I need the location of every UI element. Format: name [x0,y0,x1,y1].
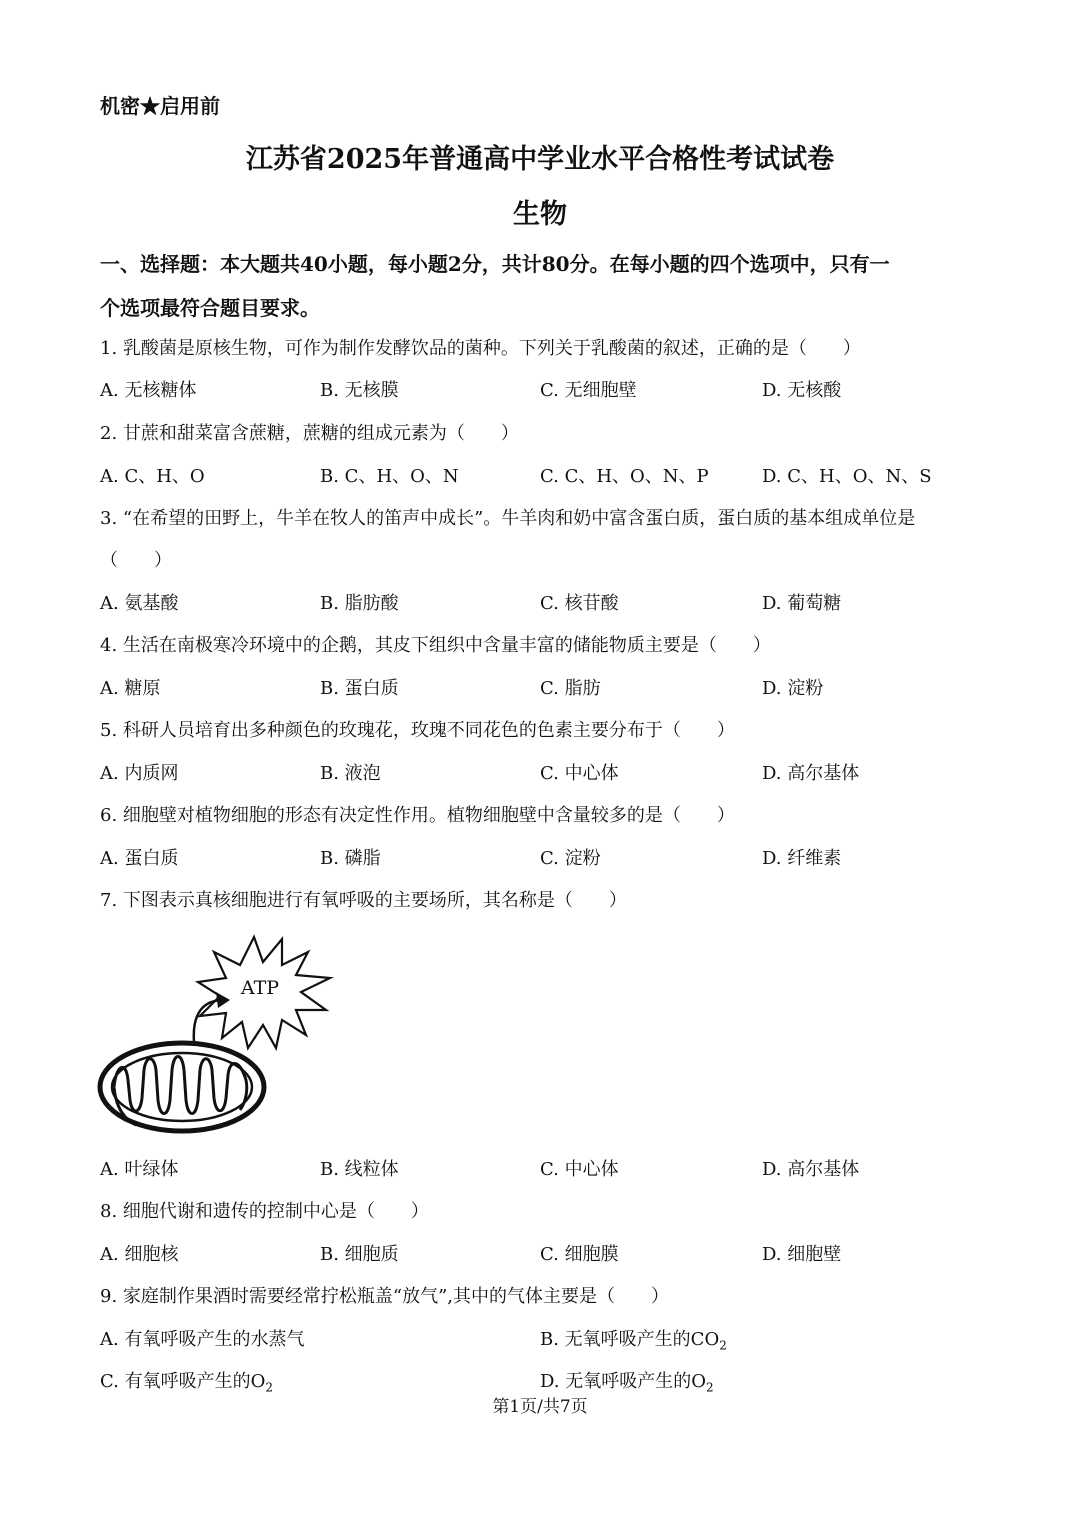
confidential-mark: 机密★启用前 [100,94,220,118]
q3-option-c: C. 核苷酸 [540,593,619,614]
section-instruction-line2: 个选项最符合题目要求。 [100,296,320,320]
q7-option-d: D. 高尔基体 [762,1159,860,1180]
mitochondrion-figure [96,930,346,1135]
q1-option-c: C. 无细胞壁 [540,380,637,401]
question-1-stem: 1. 乳酸菌是原核生物，可作为制作发酵饮品的菌种。下列关于乳酸菌的叙述，正确的是（ ） [100,338,861,359]
q7-option-a: A. 叶绿体 [100,1159,179,1180]
q5-option-a: A. 内质网 [100,763,179,784]
page-footer: 第1页/共7页 [492,1397,588,1417]
q2-option-b: B. C、H、O、N [320,466,459,487]
question-8-stem: 8. 细胞代谢和遗传的控制中心是（ ） [100,1201,429,1222]
q1-option-b: B. 无核膜 [320,380,399,401]
section-instruction-line1: 一、选择题：本大题共40小题，每小题2分，共计80分。在每小题的四个选项中，只有一 [100,252,890,276]
question-7-stem: 7. 下图表示真核细胞进行有氧呼吸的主要场所，其名称是（ ） [100,890,627,911]
question-2-stem: 2. 甘蔗和甜菜富含蔗糖，蔗糖的组成元素为（ ） [100,423,519,444]
q9-option-b-text: B. 无氧呼吸产生的CO [540,1329,720,1350]
q5-option-d: D. 高尔基体 [762,763,860,784]
q6-option-c: C. 淀粉 [540,848,601,869]
q8-option-c: C. 细胞膜 [540,1244,619,1265]
question-9-stem: 9. 家庭制作果酒时需要经常拧松瓶盖“放气”,其中的气体主要是（ ） [100,1286,670,1307]
q4-option-c: C. 脂肪 [540,678,601,699]
q6-option-d: D. 纤维素 [762,848,842,869]
q1-option-d: D. 无核酸 [762,380,842,401]
arrow-head [216,992,230,1008]
q2-option-c: C. C、H、O、N、P [540,466,709,487]
mitochondrion-cristae [114,1057,247,1126]
q4-option-b: B. 蛋白质 [320,678,399,699]
q9-option-c-text: C. 有氧呼吸产生的O [100,1371,266,1392]
q9-option-b [540,1325,727,1353]
question-6-stem: 6. 细胞壁对植物细胞的形态有决定性作用。植物细胞壁中含量较多的是（ ） [100,805,735,826]
q8-option-a: A. 细胞核 [100,1244,179,1265]
q7-option-b: B. 线粒体 [320,1159,399,1180]
q5-option-c: C. 中心体 [540,763,619,784]
q7-option-c: C. 中心体 [540,1159,619,1180]
question-3-stem: 3. “在希望的田野上，牛羊在牧人的笛声中成长”。牛羊肉和奶中富含蛋白质，蛋白质的基本组成单位是 [100,508,916,529]
q8-option-b: B. 细胞质 [320,1244,399,1265]
q9-option-c [100,1367,273,1395]
atp-label: ATP [240,977,280,999]
question-4-stem: 4. 生活在南极寒冷环境中的企鹅，其皮下组织中含量丰富的储能物质主要是（ ） [100,635,771,656]
q4-option-a: A. 糖原 [100,678,161,699]
q5-option-b: B. 液泡 [320,763,381,784]
q9-option-b-subscript: 2 [719,1338,727,1353]
q2-option-a: A. C、H、O [100,466,205,487]
q4-option-d: D. 淀粉 [762,678,824,699]
q9-option-c-subscript: 2 [265,1380,273,1395]
q9-option-a [100,1325,304,1351]
exam-title: 江苏省2025年普通高中学业水平合格性考试试卷 [245,144,835,175]
q8-option-d: D. 细胞壁 [762,1244,842,1265]
question-3-stem-cont: （ ） [100,550,172,571]
q9-option-d [540,1367,714,1395]
q3-option-d: D. 葡萄糖 [762,593,842,614]
q1-option-a: A. 无核糖体 [100,380,197,401]
subject-title: 生物 [513,199,567,230]
q3-option-a: A. 氨基酸 [100,593,179,614]
q9-option-d-subscript: 2 [706,1380,714,1395]
q3-option-b: B. 脂肪酸 [320,593,399,614]
q2-option-d: D. C、H、O、N、S [762,466,932,487]
q9-option-a-text: A. 有氧呼吸产生的水蒸气 [100,1329,305,1350]
q6-option-a: A. 蛋白质 [100,848,179,869]
question-5-stem: 5. 科研人员培育出多种颜色的玫瑰花，玫瑰不同花色的色素主要分布于（ ） [100,720,735,741]
q9-option-d-text: D. 无氧呼吸产生的O [540,1371,706,1392]
q6-option-b: B. 磷脂 [320,848,381,869]
